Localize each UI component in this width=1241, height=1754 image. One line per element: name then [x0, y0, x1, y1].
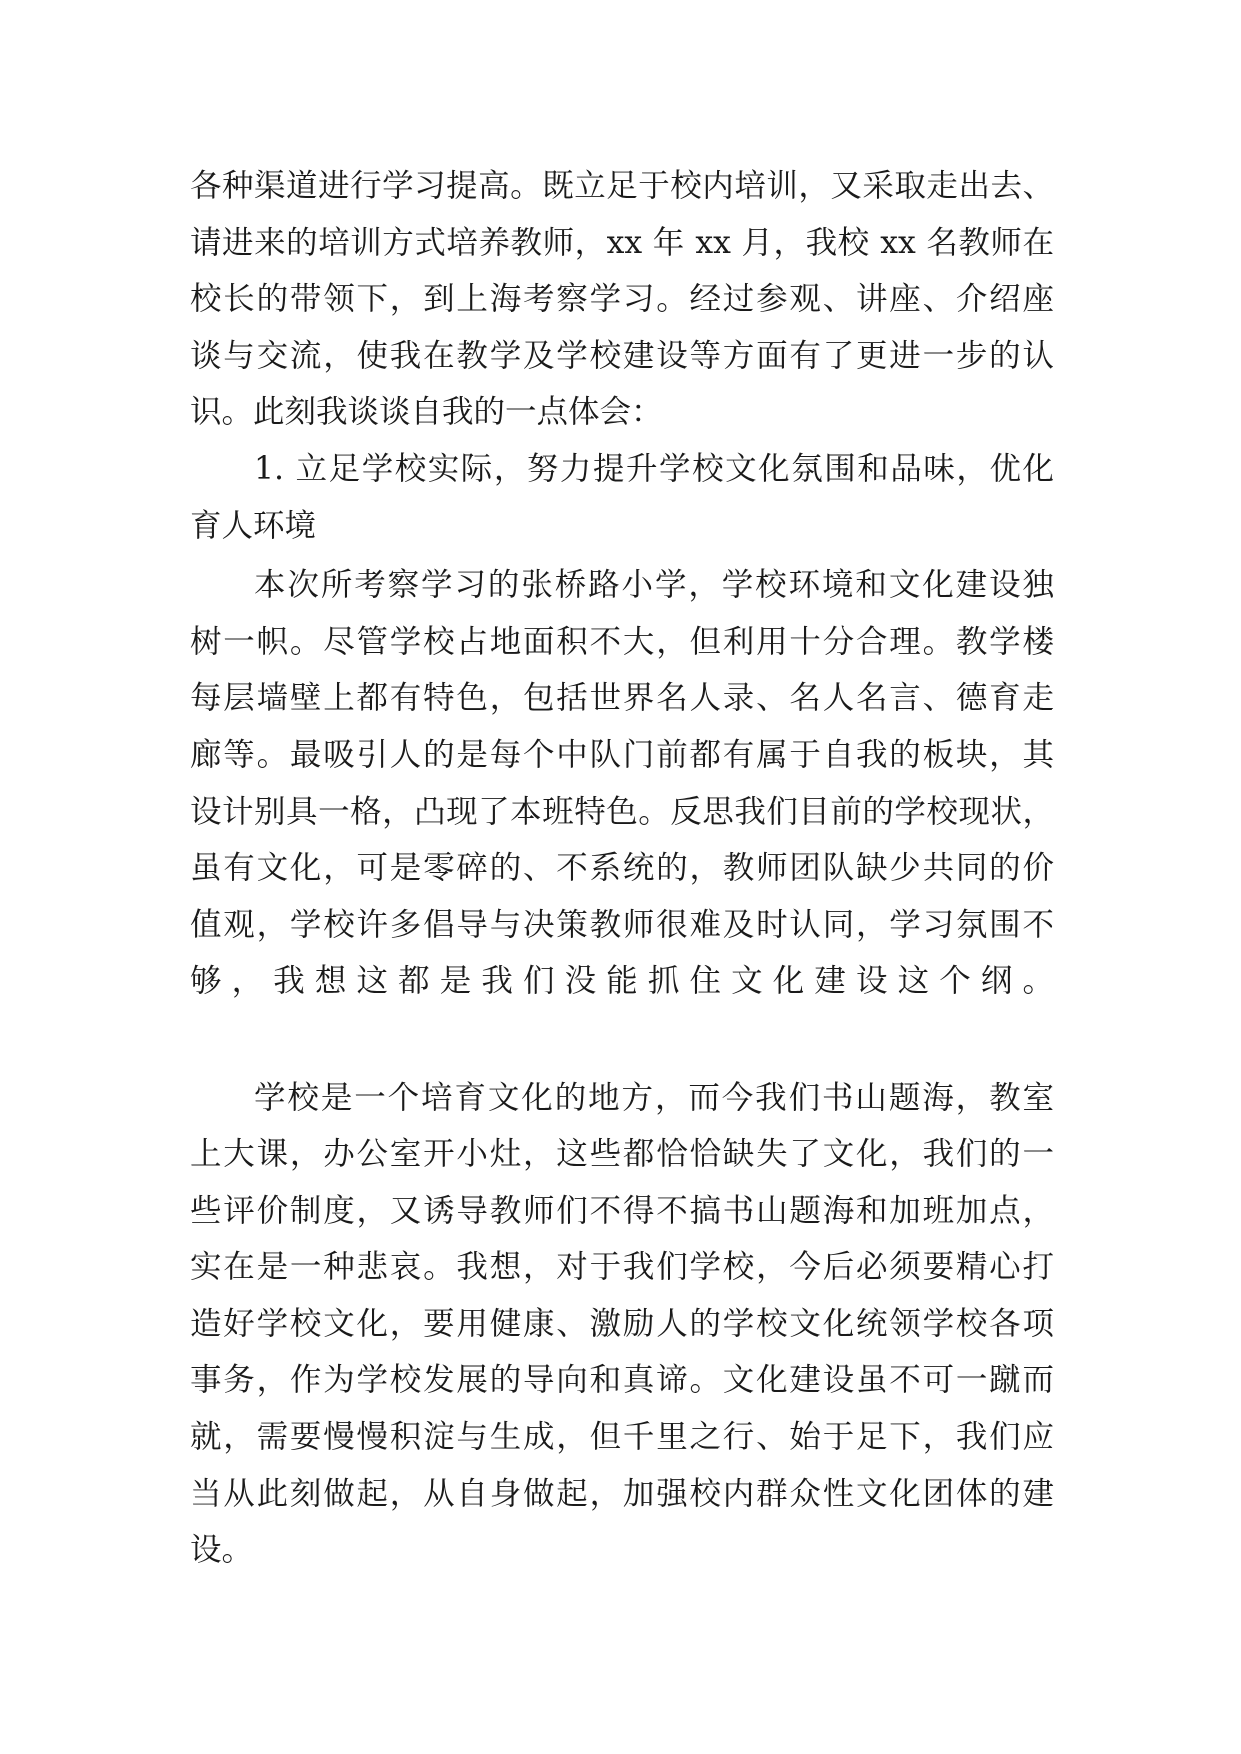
- text-line: 请进来的培训方式培养教师，xx 年 xx 月，我校 xx 名教师在: [190, 224, 1054, 261]
- heading-line: 1. 立足学校实际，努力提升学校文化氛围和品味，优化: [254, 450, 1054, 487]
- text-line: 廊等。最吸引人的是每个中队门前都有属于自我的板块，其: [190, 736, 1054, 773]
- text-line: 校长的带领下，到上海考察学习。经过参观、讲座、介绍座: [190, 281, 1054, 318]
- text-line: 本次所考察学习的张桥路小学，学校环境和文化建设独: [254, 567, 1054, 604]
- text-line: 造好学校文化，要用健康、激励人的学校文化统领学校各项: [190, 1305, 1054, 1342]
- text-line: 当从此刻做起，从自身做起，加强校内群众性文化团体的建: [190, 1475, 1054, 1512]
- text-line: 谈与交流，使我在教学及学校建设等方面有了更进一步的认: [190, 337, 1054, 374]
- text-line: [190, 1010, 1054, 1067]
- text-line: 树一帜。尽管学校占地面积不大，但利用十分合理。教学楼: [190, 623, 1054, 660]
- text-line: 识。此刻我谈谈自我的一点体会：: [190, 394, 663, 431]
- text-line: 学校是一个培育文化的地方，而今我们书山题海，教室: [254, 1079, 1054, 1116]
- text-line: 事务，作为学校发展的导向和真谛。文化建设虽不可一蹴而: [190, 1362, 1054, 1399]
- text-line: 虽有文化，可是零碎的、不系统的，教师团队缺少共同的价: [190, 850, 1054, 887]
- text-line: 够，我想这都是我们没能抓住文化建设这个纲。: [190, 963, 1054, 1000]
- heading-line: 育人环境: [190, 507, 317, 544]
- paragraph-zhangqiao-school: [190, 557, 1054, 1066]
- text-line: 设。: [190, 1532, 254, 1569]
- text-line: 设计别具一格，凸现了本班特色。反思我们目前的学校现状，: [190, 793, 1054, 830]
- text-line: 各种渠道进行学习提高。既立足于校内培训，又采取走出去、: [190, 168, 1054, 204]
- text-line: 每层墙壁上都有特色，包括世界名人录、名人名言、德育走: [190, 680, 1054, 717]
- text-line: 实在是一种悲哀。我想，对于我们学校，今后必须要精心打: [190, 1249, 1054, 1286]
- document-body: [190, 158, 1054, 1579]
- text-line: 些评价制度，又诱导教师们不得不搞书山题海和加班加点，: [190, 1192, 1054, 1229]
- section-heading-1: [190, 441, 1054, 554]
- text-line: 值观，学校许多倡导与决策教师很难及时认同，学习氛围不: [190, 906, 1054, 943]
- text-line: 就，需要慢慢积淀与生成，但千里之行、始于足下，我们应: [190, 1419, 1054, 1456]
- paragraph-school-culture: [190, 1070, 1054, 1579]
- paragraph-intro: [190, 158, 1054, 441]
- text-line: 上大课，办公室开小灶，这些都恰恰缺失了文化，我们的一: [190, 1136, 1054, 1173]
